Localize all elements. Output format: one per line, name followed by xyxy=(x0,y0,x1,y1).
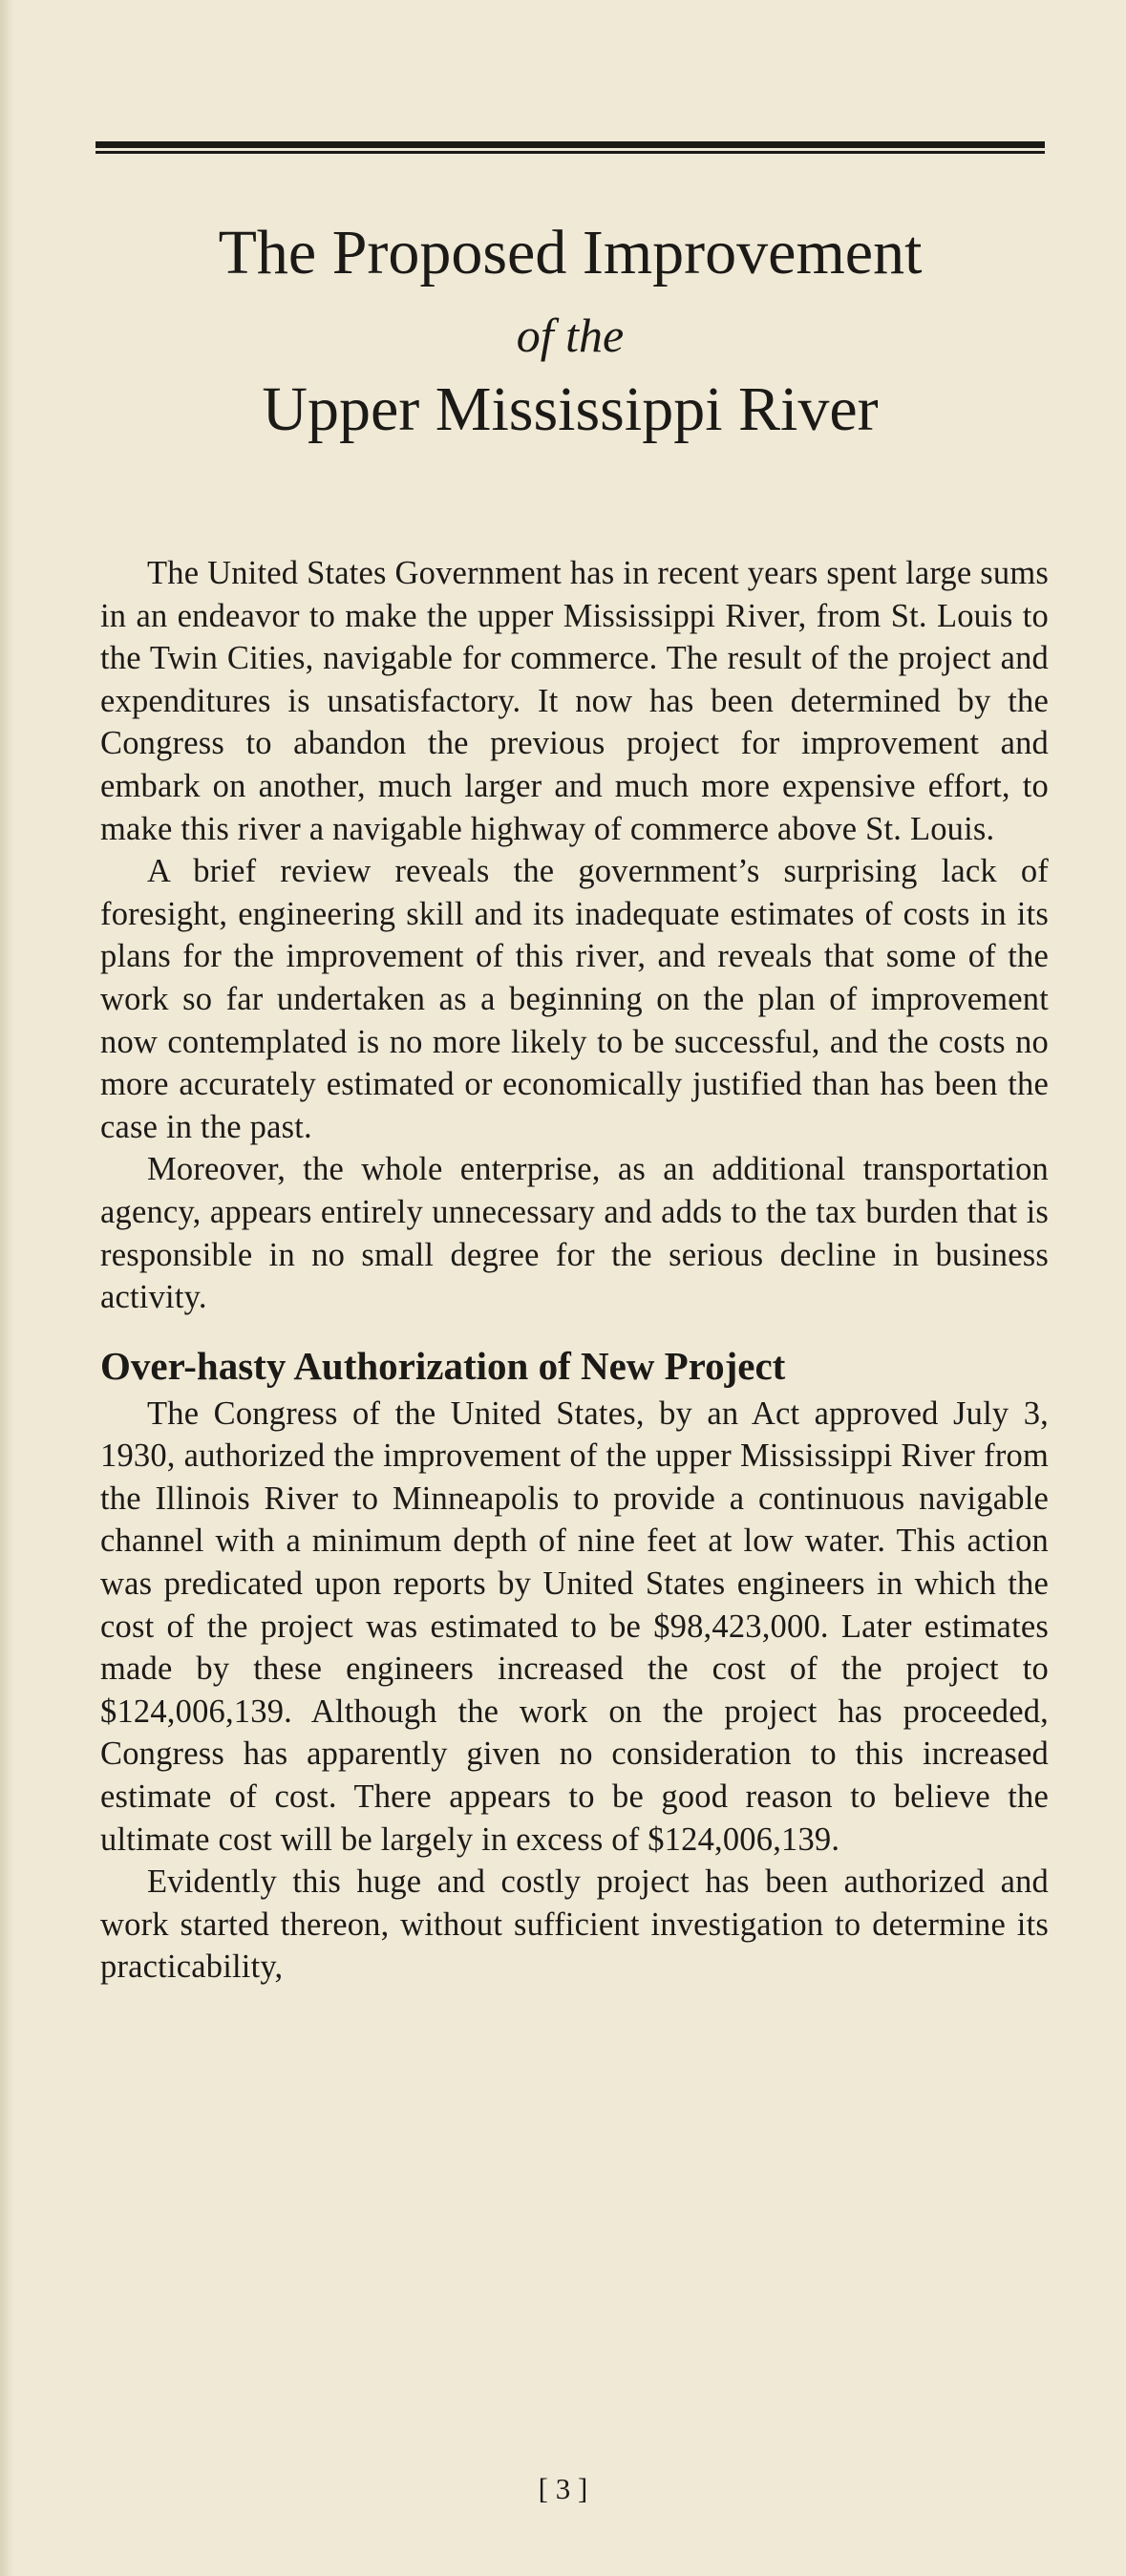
paragraph: Evidently this huge and costly project has been authorized and work started thereon, without sufficient investigation to determine its practicability, xyxy=(100,1863,1049,1986)
paragraph: The Congress of the United States, by an Act approved July 3, 1930, authorized the improvement of the upper Mississippi River from the Illinois River to Minneapolis to provide a continuous navigable channel with a minimum depth of nine feet at low water. This action was predicated upon reports by United States engineers in which the cost of the project was estimated to be $98,423,000. Later estimates made by these engineers increased the cost of the project to $124,006,139. Although the work on the project has proceeded, Congress has apparently given no consideration to this increased estimate of cost. There appears to be good reason to believe the ultimate cost will be largely in excess of $124,006,139. xyxy=(100,1394,1049,1858)
rule-thick-line xyxy=(96,141,1045,148)
paragraph: Moreover, the whole enterprise, as an additional transportation agency, appears entirely unnecessary and adds to the tax burden that is responsible in no small degree for the serious decline in business activity. xyxy=(100,1151,1049,1316)
paragraph: A brief review reveals the government’s surprising lack of foresight, engineering skill and its inadequate estimates of costs in its plans for the improvement of this river, and reveals that some of the work so far undertaken as a beginning on the plan of improvement now contemplated is no more likely to be successful, and the costs no more accurately estimated or economically justified than has been the case in the past. xyxy=(100,853,1049,1145)
rule-thin-line xyxy=(96,151,1045,154)
section-heading: Over-hasty Authorization of New Project xyxy=(100,1343,786,1388)
document-title xyxy=(96,218,1045,444)
header-double-rule xyxy=(96,141,1045,155)
title-line-2: of the xyxy=(516,309,625,362)
title-line-3: Upper Mississippi River xyxy=(262,374,879,444)
body-text xyxy=(100,552,1049,1989)
page-number: [ 3 ] xyxy=(538,2472,588,2505)
title-line-1: The Proposed Improvement xyxy=(218,218,923,287)
paragraph: The United States Government has in recent years spent large sums in an endeavor to make the upper Mississippi River, from St. Louis to the Twin Cities, navigable for commerce. The result of the project and expenditures is unsatisfactory. It now has been determined by the Congress to abandon the previous project for improvement and embark on another, much larger and much more expensive effort, to make this river a navigable highway of commerce above St. Louis. xyxy=(100,555,1049,847)
